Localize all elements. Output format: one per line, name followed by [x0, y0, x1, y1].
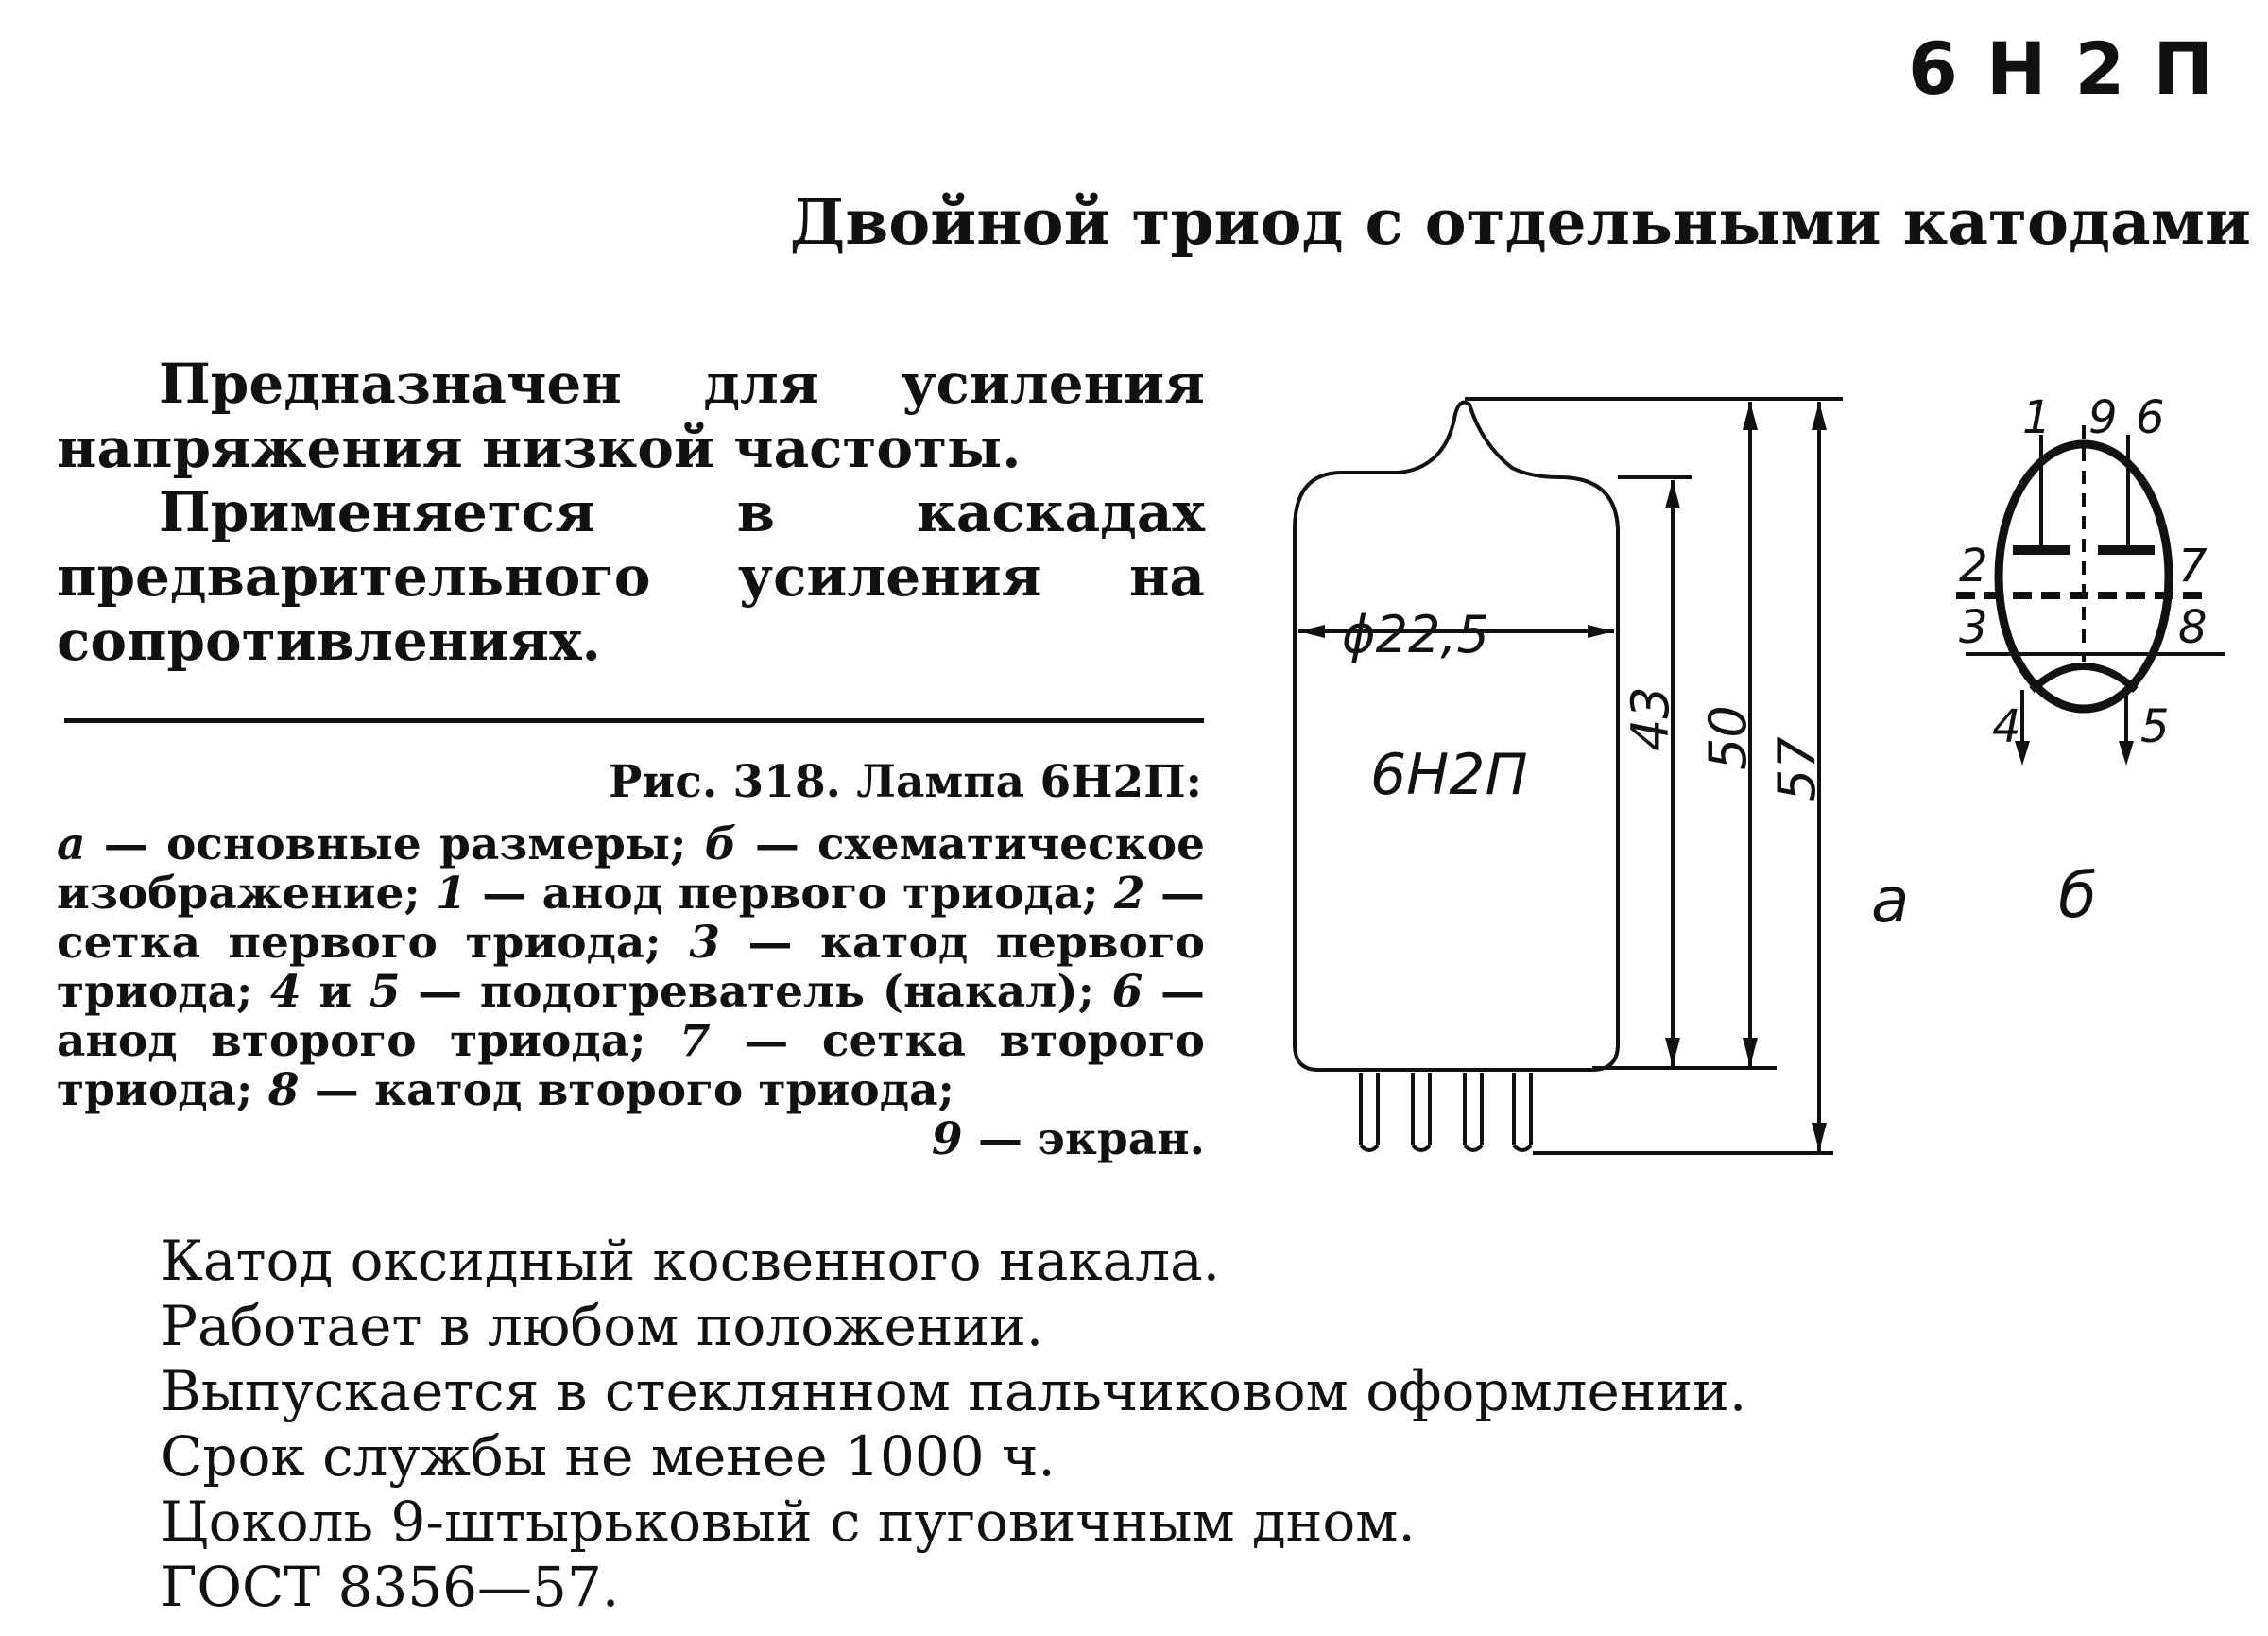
heater-arrows [2015, 741, 2134, 766]
fact-cathode: Катод оксидный косвенного накала. [161, 1229, 1221, 1293]
pin-5-label: 5 [2140, 700, 2170, 753]
pin-9-label: 9 [2088, 391, 2118, 444]
dim-50-label: 50 [1698, 705, 1758, 770]
caption-text-6: — анод второго триода; [57, 966, 1205, 1067]
caption-text-9: — экран. [977, 1113, 1205, 1165]
fact-position: Работает в любом положении. [161, 1294, 1044, 1358]
bulb-outline [1295, 403, 1618, 1070]
diameter-label: ϕ22,5 [1342, 605, 1489, 664]
label-b: б [2058, 859, 2097, 932]
caption-key-8: 8 [267, 1064, 300, 1116]
heater-arc [2032, 666, 2136, 690]
tube-code-heading: 6Н2П [1908, 26, 2242, 111]
pin-8-label: 8 [2178, 601, 2208, 654]
caption-key-4: 4 [269, 966, 301, 1018]
caption-text-1: — анод первого триода; [482, 868, 1099, 920]
caption-key-1: 1 [436, 868, 467, 920]
fact-standard: ГОСТ 8356—57. [161, 1555, 620, 1619]
caption-key-a: а [57, 818, 86, 870]
caption-text-2: — сетка первого триода; [57, 868, 1205, 969]
caption-text-8: — катод второго триода; [314, 1064, 954, 1116]
pin-2-label: 2 [1959, 540, 1988, 593]
facts-list [161, 1229, 1746, 1620]
bulb-marking: 6Н2П [1370, 742, 1528, 808]
caption-key-7: 7 [679, 1015, 711, 1067]
divider-rule [64, 718, 1204, 723]
bulb-pins [1361, 1073, 1531, 1150]
pin-1-label: 1 [2022, 391, 2052, 444]
caption-key-2: 2 [1113, 868, 1145, 920]
pin-6-label: 6 [2136, 391, 2165, 444]
pin-3-label: 3 [1959, 601, 1988, 654]
pin-7-label: 7 [2178, 540, 2208, 593]
purpose-paragraph: Предназначен для усиления напряжения низкой частоты. [57, 352, 1205, 480]
caption-key-b: б [704, 818, 737, 870]
tube-title: Двойной триод с отдельными катодами [789, 185, 2251, 259]
caption-text-45: — подогреватель (накал); [418, 966, 1094, 1018]
caption-key-3: 3 [689, 917, 720, 969]
caption-key-6: 6 [1111, 966, 1143, 1018]
fact-base: Цоколь 9-штырьковый с пуговичным дном. [161, 1490, 1416, 1554]
label-a: а [1871, 864, 1910, 937]
caption-text-b: — схематическое изображение; [57, 818, 1205, 920]
caption-text-a: — основные размеры; [103, 818, 687, 870]
caption-text-3: — катод первого триода; [57, 917, 1205, 1018]
caption-and: и [318, 966, 352, 1018]
figure-caption [57, 820, 1205, 1164]
caption-key-9: 9 [931, 1113, 963, 1165]
dim-57-label: 57 [1767, 736, 1827, 801]
tube-drawing [1266, 378, 2249, 1181]
intro-section [57, 352, 1205, 673]
figure-title: Рис. 318. Лампа 6Н2П: [609, 756, 1202, 808]
caption-key-5: 5 [369, 966, 401, 1018]
dim-43-label: 43 [1621, 686, 1680, 751]
fact-lifetime: Срок службы не менее 1000 ч. [161, 1424, 1056, 1489]
fact-enclosure: Выпускается в стеклянном пальчиковом оформлении. [161, 1359, 1747, 1423]
application-paragraph: Применяется в каскадах предварительного усиления на сопротивлениях. [57, 480, 1205, 673]
caption-last-line [57, 1115, 1205, 1164]
pin-4-label: 4 [1992, 700, 2021, 753]
caption-text-7: — сетка второго триода; [57, 1015, 1205, 1116]
